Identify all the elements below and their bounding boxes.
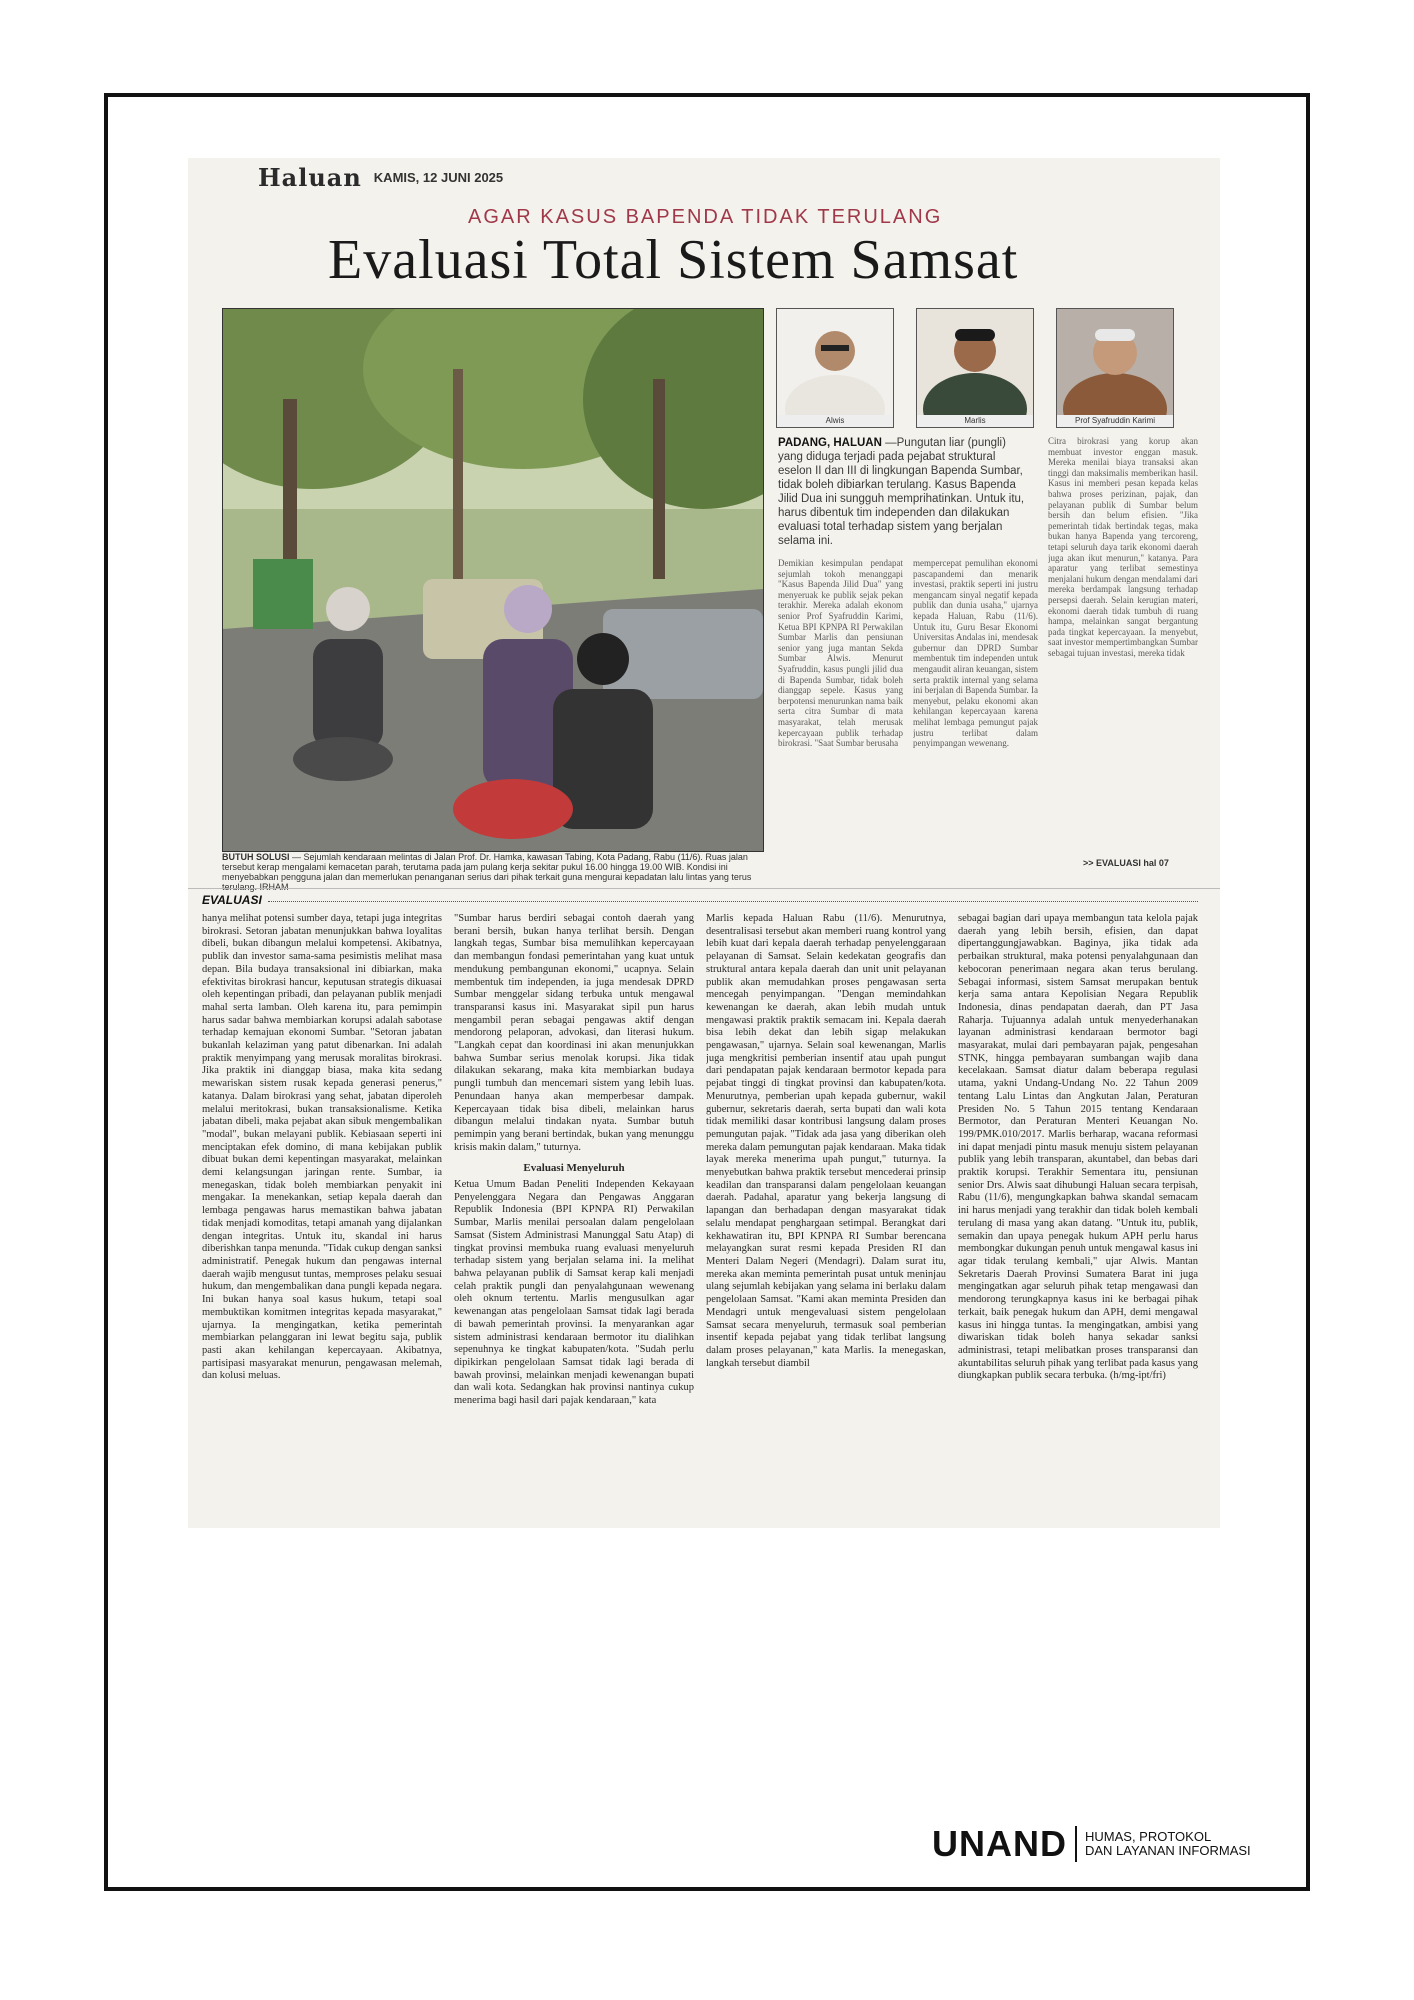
continuation-tag: EVALUASI bbox=[202, 893, 262, 907]
column-2-continued-text: Ketua Umum Badan Peneliti Independen Kekayaan Penyelenggara Negara dan Pengawas Anggaran Republik Indonesia (BPI KPNPA RI) Perwakilan Sumbar, Marlis menilai persoalan dalam pengelolaan Samsat (Sistem Administrasi Manunggal Satu Atap) di tingkat provinsi membuka ruang evaluasi menyeluruh terhadap sistem yang berjalan selama ini. Ia melihat bahwa pelayanan publik di Samsat kerap kali menjadi celah praktik pungli dan penyalahgunaan wewenang oleh oknum tertentu. Marlis mengusulkan agar kewenangan atas pengelolaan Samsat tidak lagi berada di bawah pemerintah provinsi. Ia menyarankan agar sistem administrasi kendaraan bermotor itu dialihkan sepenuhnya ke tingkat kabupaten/kota. "Sudah perlu dipikirkan pengelolaan Samsat tidak lagi berada di bawah provinsi, melainkan menjadi kewenangan bupati dan wali kota. Sedangkan hak provinsi nantinya cukup menerima bagi hasil dari pajak kendaraan," kata bbox=[454, 1179, 694, 1407]
unand-logo: UNAND bbox=[932, 1823, 1067, 1864]
continued-label: >> EVALUASI hal 07 bbox=[1083, 858, 1169, 868]
newspaper-clipping bbox=[188, 158, 1220, 1528]
street-photo bbox=[222, 308, 764, 852]
traffic-scene-illustration bbox=[223, 309, 763, 851]
portrait-label: Marlis bbox=[917, 415, 1033, 427]
person-icon bbox=[777, 309, 893, 415]
portrait-label: Prof Syafruddin Karimi bbox=[1057, 415, 1173, 427]
lead-paragraph bbox=[778, 436, 1028, 548]
newspaper-logo: Haluan bbox=[258, 162, 362, 192]
article-column-1: Demikian kesimpulan pendapat sejumlah tokoh menanggapi "Kasus Bapenda Jilid Dua" yang menyeruak ke publik sejak pekan terakhir. Mereka adalah ekonom senior Prof Syafruddin Karimi, Ketua BPI KPNPA RI Perwakilan Sumbar Marlis dan pensiunan senior yang juga mantan Sekda Sumbar Alwis. Menurut Syafruddin, kasus pungli jilid dua di Bapenda Sumbar, tidak boleh dianggap sepele. Kasus yang berpotensi menurunkan nama baik serta citra Sumbar di mata masyarakat, telah merusak kepercayaan publik terhadap birokrasi. "Saat Sumbar berusaha bbox=[778, 558, 903, 749]
caption-label: BUTUH SOLUSI bbox=[222, 852, 290, 862]
continuation-section bbox=[188, 888, 1220, 1529]
lead-text: —Pungutan liar (pungli) yang diduga terjadi pada pejabat struktural eselon II dan III di lingkungan Bapenda Sumbar, tidak boleh dibiarkan terulang. Kasus Bapenda Jilid Dua ini sungguh memprihatinkan. Untuk itu, harus dibentuk tim independen dan dilakukan evaluasi total terhadap sistem yang berjalan selama ini. bbox=[778, 437, 1025, 547]
article-column-2: mempercepat pemulihan ekonomi pascapandemi dan menarik investasi, praktik seperti ini justru mengancam sinyal negatif kepada publik dan dunia usaha," ujarnya kepada Haluan, Rabu (11/6). Untuk itu, Guru Besar Ekonomi Universitas Andalas ini, mendesak gubernur dan DPRD Sumbar membentuk tim independen untuk mengaudit aliran keuangan, sistem serta praktik internal yang selama ini berjalan di Bapenda Sumbar. Ia menyebut, pelaku ekonomi akan kehilangan kepercayaan karena melihat lembaga pemungut pajak justru terlibat dalam penyimpangan wewenang. bbox=[913, 558, 1038, 749]
person-icon bbox=[1057, 309, 1173, 415]
continuation-column-2 bbox=[454, 913, 694, 1513]
portrait-marlis bbox=[916, 308, 1034, 428]
front-page-section bbox=[188, 158, 1220, 892]
unit-name bbox=[1085, 1830, 1251, 1858]
person-icon bbox=[917, 309, 1033, 415]
dateline: PADANG, HALUAN bbox=[778, 437, 882, 449]
portrait-label: Alwis bbox=[777, 415, 893, 427]
continuation-column-1: hanya melihat potensi sumber daya, tetapi juga integritas birokrasi. Setoran jabatan menunjukkan bahwa loyalitas dibeli, bukan dibangun melalui kompetensi. Akibatnya, publik dan investor sama-sama pesimistis melihat masa depan. Bila budaya transaksional ini dibiarkan, maka efektivitas birokrasi hancur, keputusan strategis dikuasai oleh kepentingan pribadi, dan pelayanan publik menjadi mahal serta lamban. Oleh karena itu, para pemimpin harus sadar bahwa membiarkan korupsi adalah sabotase terhadap kemajuan ekonomi Sumbar. "Setoran jabatan bukanlah kelaziman yang patut dibenarkan. Ini adalah praktik menyimpang yang merusak moralitas birokrasi. Jika praktik ini dianggap biasa, maka kita sedang mewariskan sistem rusak kepada generasi penerus," katanya. Dalam birokrasi yang sehat, jabatan diperoleh melalui meritokrasi, bukan transaksionalisme. Ketika jabatan dibeli, maka pejabat akan sibuk mengembalikan "modal", bukan melayani publik. Kebiasaan seperti ini menciptakan efek domino, di mana kebijakan publik dibuat bukan demi kepentingan masyarakat, melainkan demi kelangsungan jaringan rente. Sumbar, ia menegaskan, tidak boleh membiarkan penyakit ini mengakar. Ia menekankan, setiap kepala daerah dan lembaga pengawas harus memastikan bahwa jabatan tidak menjadi komoditas, tetapi amanah yang dijalankan dengan integritas. Untuk itu, skandal ini harus diberishkan tanpa menunda. "Tidak cukup dengan sanksi administratif. Penegak hukum dan pengawas internal daerah wajib mengusut tuntas, memproses pelaku sesuai hukum, dan mengembalikan dana pungli kepada negara. Ini bukan hanya soal kasus hukum, tetapi soal membuktikan komitmen integritas kepada masyarakat," ujarnya. Ia mengingatkan, ketika pemerintah membiarkan pelanggaran ini lewat begitu saja, publik pasti akan kehilangan kepercayaan. Akibatnya, partisipasi masyarakat menurun, pengawasan melemah, dan kolusi meluas. bbox=[202, 913, 442, 1382]
dotted-divider bbox=[268, 901, 1198, 902]
caption-text: — Sejumlah kendaraan melintas di Jalan Prof. Dr. Hamka, kawasan Tabing, Kota Padang, Rabu (11/6). Ruas jalan tersebut kerap mengalami kemacetan parah, terutama pada jam pulang kerja sekitar pukul 16.00 hingga 19.00 WIB. Kondisi ini menyebabkan pengguna jalan dan memerlukan penanganan serius dari pihak terkait guna mengurai kepadatan lalu lintas yang terus terulang. IRHAM bbox=[222, 852, 752, 892]
portrait-syafruddin bbox=[1056, 308, 1174, 428]
column-2-text: "Sumbar harus berdiri sebagai contoh daerah yang berani bersih, bukan hanya terlihat bersih. Dengan langkah tegas, Sumbar bisa memulihkan kepercayaan dan membangun fondasi pemerintahan yang kuat untuk mendukung pembangunan ekonomi," ucapnya. Selain membentuk tim independen, ia juga mendesak DPRD Sumbar menggelar sidang terbuka untuk mengawal transparansi kasus ini. Masyarakat sipil pun harus mengambil peran sebagai pengawas aktif dengan mendorong pelaporan, advokasi, dan literasi hukum. "Langkah cepat dan koordinasi ini akan menunjukkan bahwa Sumbar serius menolak korupsi. Jika tidak dilakukan sekarang, maka kita membiarkan budaya pungli tumbuh dan mencemari sistem yang lebih luas. Penundaan hanya akan memperbesar dampak. Kepercayaan tidak bisa dibeli, melainkan harus dibangun melalui tindakan nyata. Sumbar butuh pemimpin yang berani bertindak, bukan yang menunggu krisis makin dalam," tuturnya. bbox=[454, 913, 694, 1153]
headline: Evaluasi Total Sistem Samsat bbox=[328, 229, 1019, 291]
photo-caption bbox=[222, 852, 762, 892]
article-column-3: Citra birokrasi yang korup akan membuat investor enggan masuk. Mereka menilai biaya transaksi akan tinggi dan maksimalis memberikan hasil. Kasus ini memberi pesan kepada kelas bahwa proses perizinan, pajak, dan pelayanan publik di Sumbar belum bersih dan belum efisien. "Jika pemerintah tidak bertindak tegas, maka bukan hanya Bapenda yang tercoreng, tetapi seluruh daya tarik ekonomi daerah juga akan ikut menurun," katanya. Para aparatur yang terlibat semestinya menjalani hukum dengan mendalami dari mereka berdampak langsung terhadap persepsi daerah. Selain kerugian materi, ekonomi daerah tidak tumbuh di ruang hampa, melainkan sangat bergantung pada tingkat kepercayaan. Ia menyebut, saat investor mempertimbangkan Sumbar sebagai tujuan investasi, mereka tidak bbox=[1048, 436, 1198, 658]
footer-branding bbox=[932, 1823, 1251, 1865]
continuation-column-3: Marlis kepada Haluan Rabu (11/6). Menurutnya, desentralisasi tersebut akan memberi ruang kontrol yang lebih kuat dari kepala daerah terhadap penyelenggaraan pelayanan di Samsat. Selain kedekatan geografis dan struktural antara kepala daerah dan unit unit pelayanan publik akan memudahkan proses pengawasan serta mencegah penyimpangan. "Dengan memindahkan kewenangan ke daerah, akan lebih mudah untuk mengawasi praktik praktik semacam ini. Kepala daerah bisa lebih dekat dan lebih sigap melakukan pengawasan," ujarnya. Selain soal kewenangan, Marlis juga mengkritisi pemberian insentif atau upah pungut dari pendapatan pajak kendaraan bermotor kepada para pejabat tinggi di tingkat provinsi dan kabupaten/kota. Menurutnya, pemberian upah kepada gubernur, wakil gubernur, sekretaris daerah, serta bupati dan wali kota tidak memiliki dasar kontribusi langsung dalam proses pemungutan pajak. "Tidak ada jasa yang diberikan oleh mereka dalam pemungutan pajak kendaraan. Maka tidak layak mereka menerima upah pungut," tuturnya. Ia menyebutkan bahwa praktik tersebut mencederai prinsip keadilan dan transparansi dalam pengelolaan keuangan daerah. Padahal, aparatur yang bekerja langsung di lapangan dan berhadapan dengan masyarakat tidak selalu mendapat penghargaan setimpal. Berangkat dari kekhawatiran itu, BPI KPNPA RI Sumbar berencana melayangkan surat resmi kepada Presiden RI dan Menteri Dalam Negeri (Mendagri). Dalam surat itu, mereka akan meminta pemerintah pusat untuk meninjau ulang sejumlah kebijakan yang selama ini berlaku dalam pengelolaan Samsat. "Kami akan meminta Presiden dan Mendagri untuk mengevaluasi sistem pengelolaan Samsat secara menyeluruh, termasuk soal pemberian insentif kepada pejabat yang tidak terlibat langsung dalam proses pelayanan," kata Marlis. Ia menegaskan, langkah tersebut diambil bbox=[706, 913, 946, 1369]
masthead bbox=[258, 162, 503, 192]
kicker: AGAR KASUS BAPENDA TIDAK TERULANG bbox=[468, 206, 943, 228]
issue-date: KAMIS, 12 JUNI 2025 bbox=[373, 169, 504, 185]
unit-line-2: DAN LAYANAN INFORMASI bbox=[1085, 1843, 1251, 1858]
portrait-alwis bbox=[776, 308, 894, 428]
unit-line-1: HUMAS, PROTOKOL bbox=[1085, 1829, 1212, 1844]
subheading: Evaluasi Menyeluruh bbox=[523, 1162, 625, 1175]
portrait-row bbox=[776, 308, 1206, 428]
logo-separator bbox=[1075, 1826, 1077, 1862]
continuation-column-4: sebagai bagian dari upaya membangun tata kelola pajak daerah yang lebih bersih, efisien, dan dapat dipertanggungjawabkan. Baginya, jika tidak ada perbaikan struktural, maka potensi penyalahgunaan dan kebocoran penerimaan negara akan terus berulang. Sebagai informasi, sistem Samsat merupakan bentuk kerja sama antara Kepolisian Negara Republik Indonesia, dinas pendapatan daerah, dan PT Jasa Raharja. Tujuannya adalah untuk menyederhanakan layanan administrasi kendaraan bermotor bagi masyarakat, mulai dari pembayaran pajak, pengesahan STNK, hingga pembayaran sumbangan wajib dana kecelakaan. Samsat diatur dalam beberapa regulasi utama, yakni Undang-Undang No. 22 Tahun 2009 tentang Lalu Lintas dan Angkutan Jalan, Peraturan Presiden No. 5 Tahun 2015 tentang Kendaraan Bermotor, dan Peraturan Menteri Keuangan No. 199/PMK.010/2017. Marlis berharap, wacana reformasi ini dapat menjadi pintu masuk menuju sistem pelayanan publik yang lebih transparan, akuntabel, dan bebas dari praktik korupsi. Terakhir Sementara itu, pensiunan senior Drs. Alwis saat dihubungi Haluan secara terpisah, Rabu (11/6), mengungkapkan bahwa skandal semacam ini harus menjadi yang terakhir dan tidak boleh kembali terulang di masa yang akan datang. "Untuk itu, publik, semakin dan upaya penegak hukum APH perlu harus membongkar dukungan penuh untuk mengawal kasus ini agar tidak terulang kembali," ujar Alwis. Mantan Sekretaris Daerah Provinsi Sumatera Barat ini juga mengingatkan agar seluruh pihak tetap mengawasi dan mendorong terungkapnya kasus ini ke berbagai pihak terkait, baik penegak hukum dan APH, demi mengawal kasus ini hingga tuntas. Ia mengingatkan, ambisi yang diwariskan tidak boleh hanya sekadar sanksi administrasi, tetapi melibatkan proses transparansi dan akuntabilitas seluruh pihak yang terlibat pada kasus yang diungkapkan publik secara terbuka. (h/mg-ipt/fri) bbox=[958, 913, 1198, 1382]
